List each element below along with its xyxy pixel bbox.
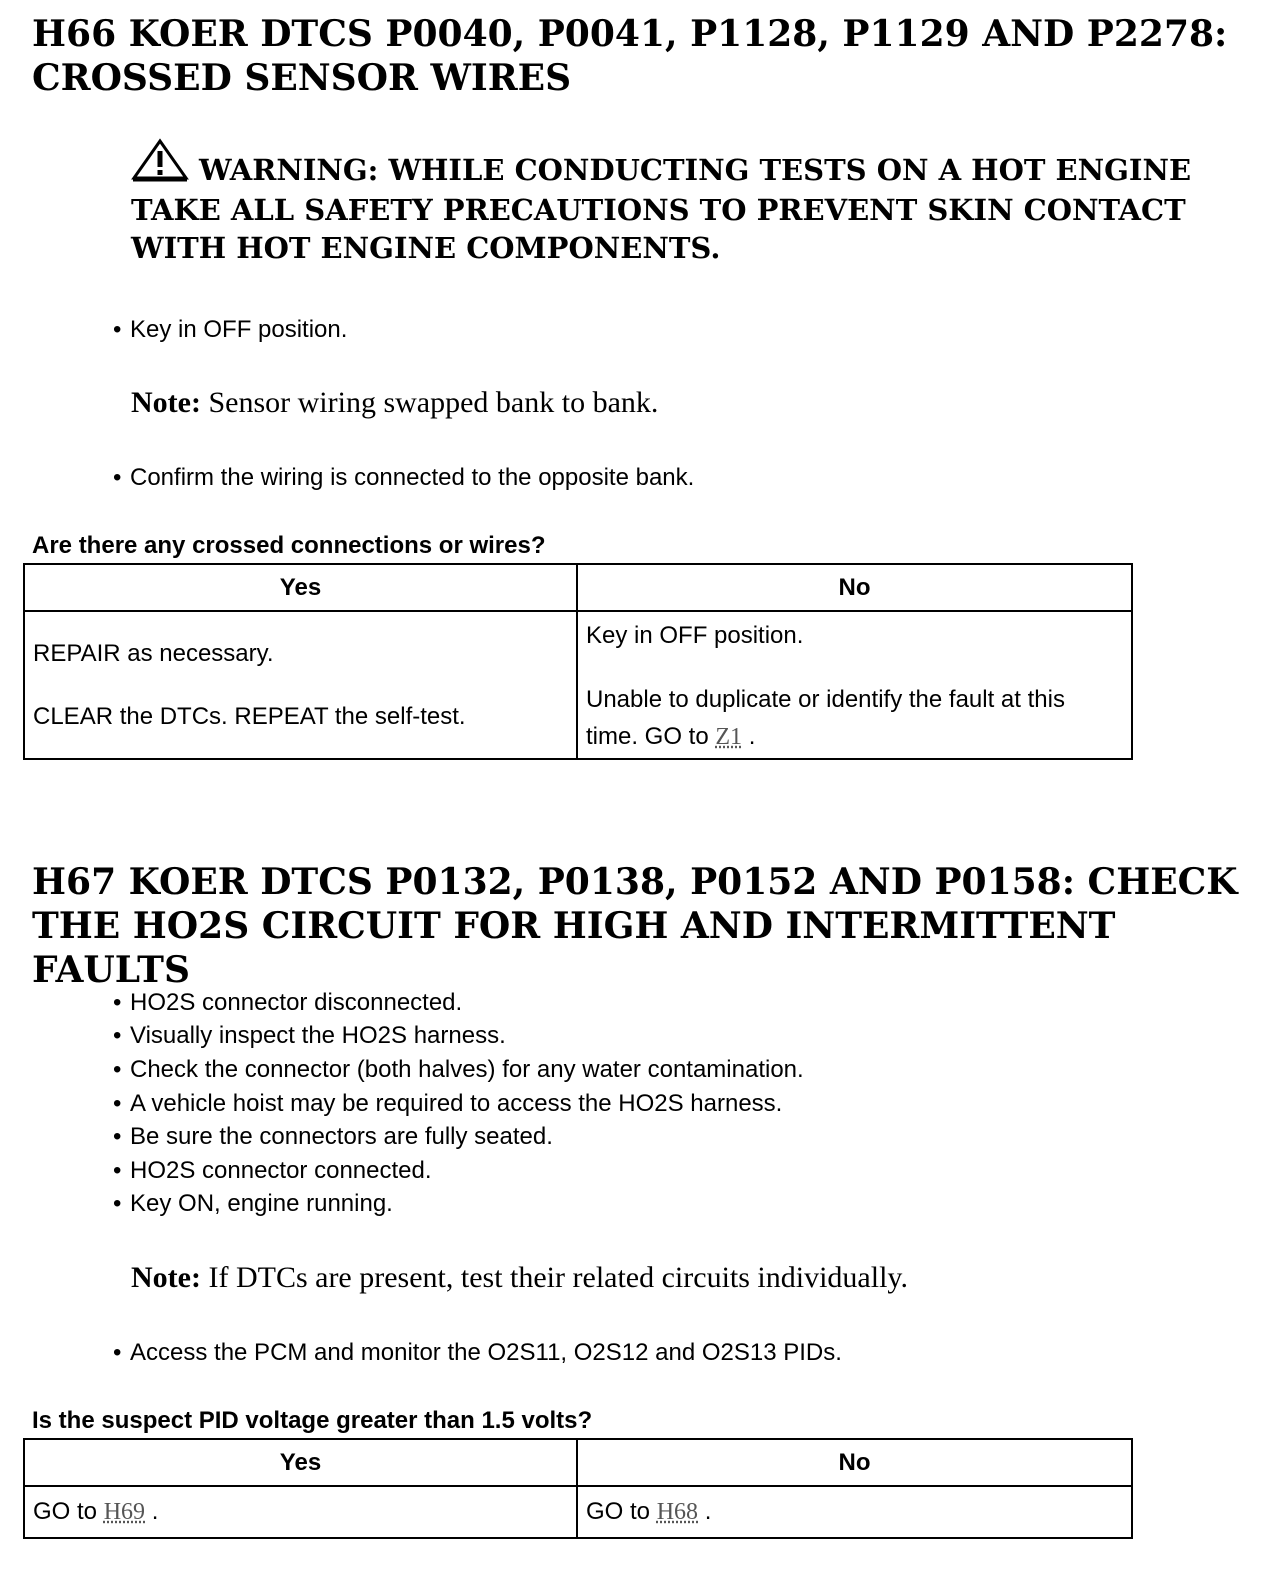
yes-cell: GO to H69 . [24, 1486, 577, 1538]
warning-block [131, 138, 1241, 267]
list-item: • Key in OFF position. [113, 316, 348, 343]
no-cell: GO to H68 . [577, 1486, 1132, 1538]
no-cell: Key in OFF position. Unable to duplicate or identify the fault at this time. GO to Z1 . [577, 611, 1132, 759]
link-h69[interactable]: H69 [103, 1499, 146, 1525]
list-item: • A vehicle hoist may be required to access the HO2S harness. [113, 1090, 783, 1117]
list-item: • Be sure the connectors are fully seated. [113, 1123, 553, 1150]
decision-table-h67 [23, 1438, 1133, 1539]
yes-header: Yes [24, 1439, 577, 1486]
decision-table-h66 [23, 563, 1133, 760]
list-item: • Confirm the wiring is connected to the opposite bank. [113, 464, 695, 491]
list-item: • Visually inspect the HO2S harness. [113, 1022, 506, 1049]
link-z1[interactable]: Z1 [715, 724, 743, 750]
no-header: No [577, 564, 1132, 611]
note-text: If DTCs are present, test their related circuits individually. [208, 1261, 908, 1294]
note [131, 385, 658, 421]
list-item: • HO2S connector disconnected. [113, 989, 463, 1016]
list-item: • Access the PCM and monitor the O2S11, O2S12 and O2S13 PIDs. [113, 1339, 842, 1366]
list-item: • HO2S connector connected. [113, 1157, 432, 1184]
question: Are there any crossed connections or wires? [32, 532, 546, 559]
list-item: • Check the connector (both halves) for any water contamination. [113, 1056, 804, 1083]
section-h67-title: H67 KOER DTCS P0132, P0138, P0152 AND P0158: CHECK THE HO2S CIRCUIT FOR HIGH AND INTERMITTENT FAULTS [32, 861, 1238, 991]
question: Is the suspect PID voltage greater than 1.5 volts? [32, 1407, 593, 1434]
note-label: Note: [131, 1261, 201, 1294]
note-label: Note: [131, 386, 201, 419]
yes-cell: REPAIR as necessary. CLEAR the DTCs. REPEAT the self-test. [24, 611, 577, 759]
link-h68[interactable]: H68 [656, 1499, 699, 1525]
section-h66-title: H66 KOER DTCS P0040, P0041, P1128, P1129 AND P2278: CROSSED SENSOR WIRES [32, 13, 1228, 99]
note [131, 1260, 908, 1296]
list-item: • Key ON, engine running. [113, 1190, 393, 1217]
note-text: Sensor wiring swapped bank to bank. [208, 386, 659, 419]
no-header: No [577, 1439, 1132, 1486]
yes-header: Yes [24, 564, 577, 611]
warning-text: WARNING: WHILE CONDUCTING TESTS ON A HOT ENGINE TAKE ALL SAFETY PRECAUTIONS TO PREVENT SKIN CONTACT WITH HOT ENGINE COMPONENTS. [131, 153, 1192, 265]
warning-triangle-icon [131, 138, 189, 191]
